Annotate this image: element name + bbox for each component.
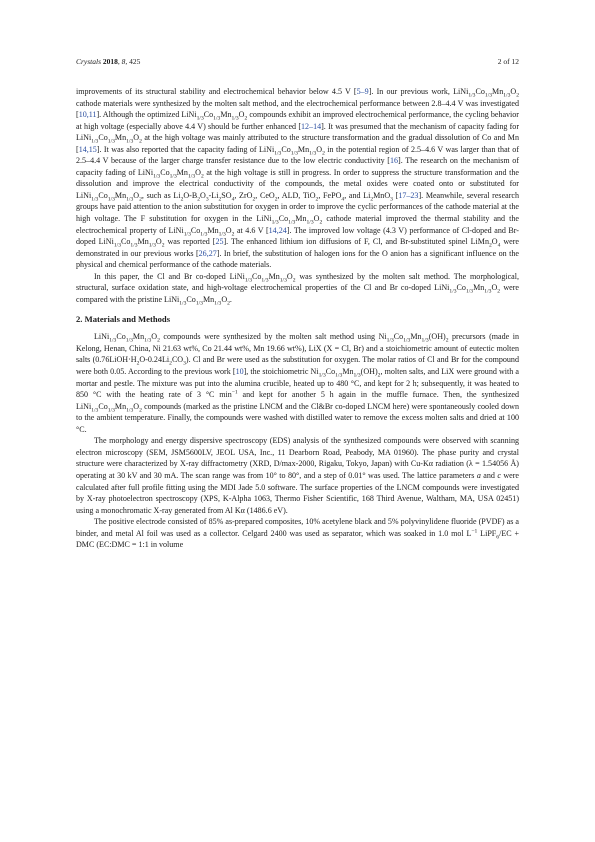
materials-methods-body (76, 331, 519, 550)
article-number: 425 (129, 57, 141, 66)
paragraph-s2p2: The morphology and energy dispersive spectroscopy (EDS) analysis of the synthesized compounds were observed with scanning electron microscopy (SEM, JSM5600LV, JEOL USA, Inc., 11 Dearborn Road, Peabody, MA 01960). The phase purity and crystal structure were characterized by X-ray diffractometry (XRD, D/max-2000, Rigaku, Tokyo, Japan) with Cu-Kα radiation (λ = 1.54056 Å) operating at 30 kV and 30 mA. The scan range was from 10° to 80°, and a step of 0.01° was used. The lattice parameters a and c were calculated after full profile fitting using the MDI Jade 5.0 software. The surface properties of the LNCM compounds were investigated by X-ray photoelectron spectroscopy (XPS, K-Alpha 1063, Thermo Fisher Scientific, 168 Third Avenue, Waltham, MA, USA 02451) using a monochromatic X-ray generated from Al Kα (1486.6 eV). (76, 436, 519, 515)
journal-citation: Crystals 2018, 8, 425 (76, 57, 141, 66)
page-body (76, 86, 519, 551)
paragraph-s2p3: The positive electrode consisted of 85% as-prepared composites, 10% acetylene black and 5% polyvinylidene fluoride (PVDF) as a binder, and metal Al foil was used as a collector. Celgard 2400 was used as separator, which was soaked in 1.0 mol $L^{-1}$ LiPF$_6$/EC + DMC (EC:DMC = 1:1 in volume (76, 517, 519, 550)
paragraph-s2p1: $LiNi_{1/3}Co_{1/3}Mn_{1/3}O_2$ compounds were synthesized by the molten salt method using $Ni_{1/3}Co_{1/3}Mn_{1/3}(OH)_2$ precursors (made in Kelong, Henan, China, Ni 21.63 wt%, Co 21.44 wt%, Mn 19.66 wt%), LiX (X = Cl, Br) and a stoichiometric amount of eutectic molten salts $(0.76LiOH\cdot H_2O-0.24Li_2CO_3)$. Cl and Br were used as the substitution for oxygen. The molar ratios of Cl and Br for the compound were both 0.05. According to the previous work [10], the stoichiometric $Ni_{1/3}Co_{1/3}Mn_{1/3}(OH)_2$, molten salts, and LiX were ground with a mortar and pestle. The mixture was put into the alumina crucible, heated up to 480 °C, and kept for 2 h; subsequently, it was heated to 850 °C with the heating rate of 3 °C $\min^{-1}$ and kept for another 5 h again in the muffle furnace. Then, the synthesized $LiNi_{1/3}Co_{1/3}Mn_{1/3}O_2$ compounds (marked as the pristine LNCM and the Cl&Br co-doped LNCM here) were spontaneously cooled down to the ambient temperature. Finally, the compounds were washed with distilled water to remove the excess molten salts and dried at 100 °C. (76, 332, 520, 434)
paragraph-p2: In this paper, the Cl and Br co-doped $LiNi_{1/3}Co_{1/3}Mn_{1/3}O_2$ was synthesized by the molten salt method. The morphological, structural, surface oxidation state, and high-voltage electrochemical properties of the Cl and Br co-doped $LiNi_{1/3}Co_{1/3}Mn_{1/3}O_2$ were compared with the pristine $LiNi_{1/3}Co_{1/3}Mn_{1/3}O_2$. (76, 271, 520, 307)
paragraph-p1: improvements of its structural stability and electrochemical behavior below 4.5 V [5–9]. In our previous work, $LiNi_{1/3}Co_{1/3}Mn_{1/3}O_2$ cathode materials were synthesized by the molten salt method, and the electrochemical performance between 2.8–4.4 V was investigated [10,11]. Although the optimized $LiNi_{1/3}Co_{1/3}Mn_{1/3}O_2$ compounds exhibit an improved electrochemical performance, the cycling behavior at high voltage (especially above 4.4 V) should be further enhanced [12–14]. It was presumed that the mechanism of capacity fading for $LiNi_{1/3}Co_{1/3}Mn_{1/3}O_2$ at the high voltage was mainly attributed to the structure transformation and the gradual dissolution of Co and Mn [14,15]. It was also reported that the capacity fading of $LiNi_{1/3}Co_{1/3}Mn_{1/3}O_2$ in the potential region of 2.5–4.6 V was larger than that of 2.5–4.4 V because of the larger charge transfer resistance due to the low electric conductivity [16]. The research on the mechanism of capacity fading of $LiNi_{1/3}Co_{1/3}Mn_{1/3}O_2$ at the high voltage is still in progress. In order to suppress the structure transformation and the dissolution and improve the electrical conductivity of the compounds, the metal oxides were coated onto or substituted for $LiNi_{1/3}Co_{1/3}Mn_{1/3}O_2$, such as $Li_2O-B_2O_3-Li_2SO_4$, ZrO$_2$, CeO$_2$, ALD, TiO$_2$, FePO$_4$, and $Li_2MnO_3$ [17–23]. Meanwhile, several research groups have paid attention to the anion substitution for oxygen in order to improve the cyclic performances of the cathode material at the high voltage. The F substitution for oxygen in the $LiNi_{1/3}Co_{1/3}Mn_{1/3}O_2$ cathode material improved the thermal stability and the electrochemical property of $LiNi_{1/3}Co_{1/3}Mn_{1/3}O_2$ at 4.6 V [14,24]. The improved low voltage (4.3 V) performance of Cl-doped and Br-doped $LiNi_{1/3}Co_{1/3}Mn_{1/3}O_2$ was reported [25]. The enhanced lithium ion diffusions of F, Cl, and Br-substituted spinel $LiMn_2O_4$ were demonstrated in our previous works [26,27]. In brief, the substitution of halogen ions for the O anion has a significant influence on the physical and chemical performance of the cathode materials. (76, 87, 520, 270)
journal-year: 2018 (102, 57, 118, 66)
journal-name: Crystals (76, 57, 102, 66)
page-header (76, 57, 519, 66)
journal-volume: 8 (121, 57, 126, 66)
page-number: 2 of 12 (497, 57, 519, 66)
section-heading: 2. Materials and Methods (76, 314, 171, 325)
introduction-continued (76, 86, 519, 305)
